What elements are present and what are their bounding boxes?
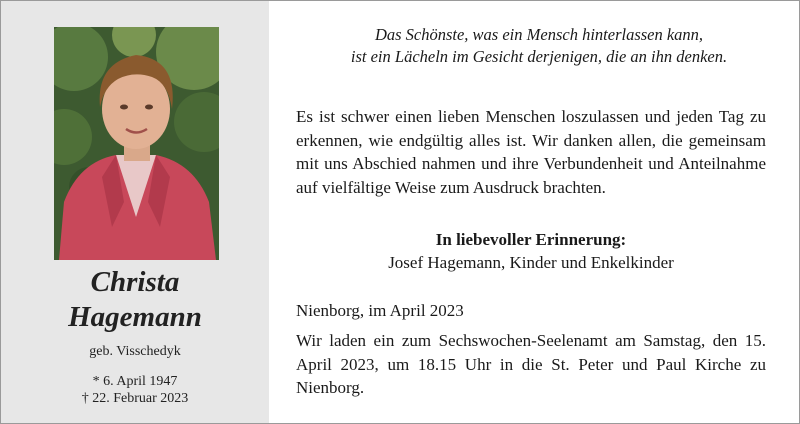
life-dates (1, 373, 269, 407)
mourners-names: Josef Hagemann, Kinder und Enkelkinder (388, 253, 674, 272)
first-name: Christa (90, 266, 180, 298)
portrait-photo (54, 27, 219, 260)
service-invitation: Wir laden ein zum Sechswochen-Seelenamt am Samstag, den 15. April 2023, um 18.15 Uhr in die St. Peter und Paul Kirche zu Nienborg. (296, 331, 766, 397)
place-date: Nienborg, im April 2023 (296, 301, 464, 320)
deceased-name (1, 265, 269, 335)
birth-date: * 6. April 1947 (92, 374, 178, 389)
death-date: † 22. Februar 2023 (81, 391, 189, 406)
memory-heading: In liebevoller Erinnerung: (435, 230, 627, 249)
last-name: Hagemann (68, 301, 202, 333)
quote-line-2: ist ein Lächeln im Gesicht derjenigen, die an ihn denken. (350, 47, 728, 66)
left-panel (1, 1, 269, 423)
right-panel (269, 1, 799, 423)
memorial-quote (279, 24, 799, 68)
birth-name: geb. Visschedyk (89, 344, 181, 359)
quote-line-1: Das Schönste, was ein Mensch hinterlassen kann, (374, 25, 704, 44)
thanks-paragraph: Es ist schwer einen lieben Menschen loszulassen und jeden Tag zu erkennen, wie endgültig alles ist. Wir danken allen, die gemeinsam mit uns Abschied nahmen und ihre Verbundenheit und Anteilnahme auf vielfältige Weise zum Ausdruck brachten. (296, 107, 766, 197)
